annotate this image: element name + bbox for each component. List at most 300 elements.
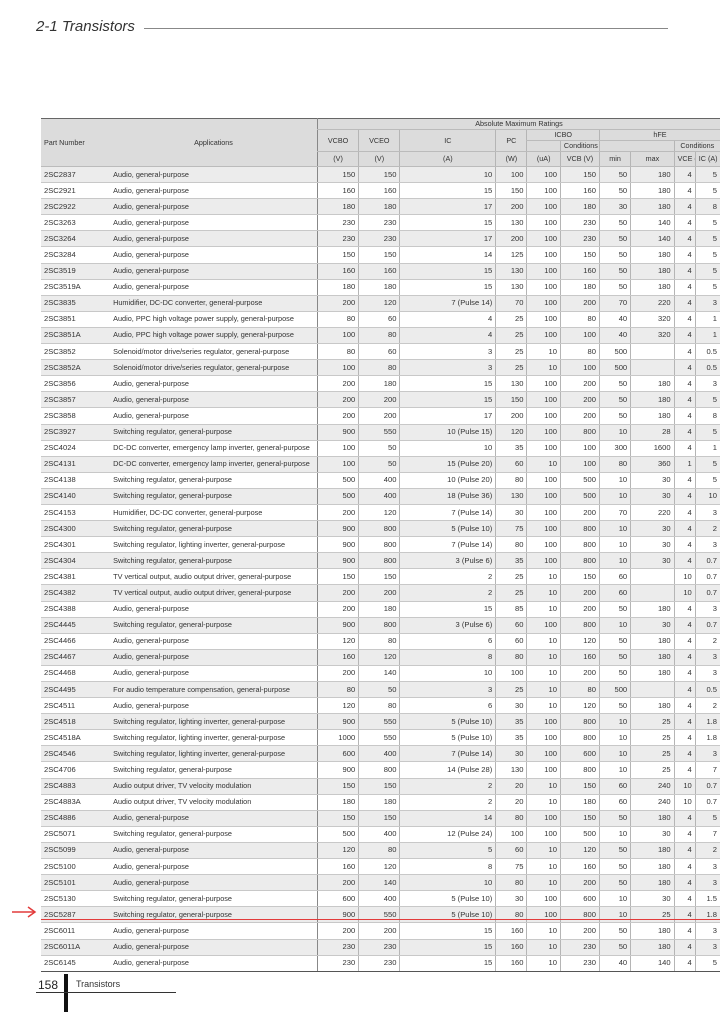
page-header xyxy=(36,18,676,38)
table-header xyxy=(41,119,720,167)
cell-application: Solenoid/motor drive/series regulator, general-purpose xyxy=(110,360,317,376)
cell-icbo: 10 xyxy=(527,859,560,875)
cell-vceo: 140 xyxy=(359,665,400,681)
cell-vcbo: 900 xyxy=(317,553,358,569)
cell-hfe-max: 180 xyxy=(631,633,674,649)
hfe-header: hFE xyxy=(599,130,720,141)
cell-vce: 4 xyxy=(674,408,695,424)
cell-vceo: 800 xyxy=(359,553,400,569)
table-row xyxy=(41,762,720,778)
cell-hfe-min: 10 xyxy=(599,746,630,762)
cell-vcb: 200 xyxy=(560,923,599,939)
cell-ic: 15 xyxy=(400,376,496,392)
cell-pc: 35 xyxy=(496,553,527,569)
cell-ic-cond: 1 xyxy=(695,440,720,456)
cell-vcb: 800 xyxy=(560,553,599,569)
cell-ic: 3 (Pulse 6) xyxy=(400,553,496,569)
cell-vce: 4 xyxy=(674,617,695,633)
cell-vcb: 800 xyxy=(560,907,599,923)
cell-vcb: 160 xyxy=(560,859,599,875)
cell-part-number: 2SC3264 xyxy=(41,231,110,247)
cell-vceo: 800 xyxy=(359,617,400,633)
cell-part-number: 2SC4382 xyxy=(41,585,110,601)
cell-vcbo: 180 xyxy=(317,199,358,215)
cell-pc: 35 xyxy=(496,714,527,730)
cell-vcb: 120 xyxy=(560,842,599,858)
table-row xyxy=(41,344,720,360)
cell-vce: 10 xyxy=(674,569,695,585)
cell-vceo: 400 xyxy=(359,472,400,488)
cell-hfe-min: 50 xyxy=(599,665,630,681)
cell-pc: 150 xyxy=(496,183,527,199)
cell-vcb: 150 xyxy=(560,247,599,263)
cell-ic: 6 xyxy=(400,698,496,714)
cell-vcbo: 900 xyxy=(317,714,358,730)
cell-ic-cond: 3 xyxy=(695,649,720,665)
cell-hfe-min: 10 xyxy=(599,714,630,730)
cell-hfe-min: 70 xyxy=(599,295,630,311)
cell-ic-cond: 1.5 xyxy=(695,891,720,907)
cell-vceo: 120 xyxy=(359,649,400,665)
cell-pc: 30 xyxy=(496,504,527,520)
cell-ic-cond: 5 xyxy=(695,183,720,199)
cell-vceo: 140 xyxy=(359,875,400,891)
cell-vcb: 500 xyxy=(560,488,599,504)
cell-icbo: 100 xyxy=(527,504,560,520)
cell-ic-cond: 0.5 xyxy=(695,344,720,360)
cell-ic-cond: 0.5 xyxy=(695,682,720,698)
cell-vcb: 600 xyxy=(560,891,599,907)
cell-vceo: 50 xyxy=(359,456,400,472)
cell-vcb: 200 xyxy=(560,376,599,392)
cell-pc: 30 xyxy=(496,891,527,907)
cell-vce: 4 xyxy=(674,231,695,247)
cell-ic: 18 (Pulse 36) xyxy=(400,488,496,504)
cell-vceo: 160 xyxy=(359,183,400,199)
cell-vce: 4 xyxy=(674,440,695,456)
cell-vce: 4 xyxy=(674,392,695,408)
cell-icbo: 100 xyxy=(527,247,560,263)
cell-vceo: 550 xyxy=(359,714,400,730)
cell-vcb: 500 xyxy=(560,826,599,842)
cell-pc: 130 xyxy=(496,762,527,778)
cell-application: Audio, general-purpose xyxy=(110,939,317,955)
cell-hfe-min: 10 xyxy=(599,488,630,504)
cell-vce: 4 xyxy=(674,488,695,504)
cell-icbo: 100 xyxy=(527,891,560,907)
cell-icbo: 100 xyxy=(527,440,560,456)
cell-pc: 30 xyxy=(496,698,527,714)
cell-hfe-max: 220 xyxy=(631,504,674,520)
cell-icbo: 10 xyxy=(527,344,560,360)
cell-vcbo: 200 xyxy=(317,923,358,939)
cell-hfe-max: 180 xyxy=(631,939,674,955)
cell-vceo: 80 xyxy=(359,633,400,649)
cell-ic-cond: 5 xyxy=(695,247,720,263)
cell-hfe-max: 180 xyxy=(631,183,674,199)
cell-icbo: 10 xyxy=(527,456,560,472)
cell-vcbo: 150 xyxy=(317,167,358,183)
cell-vcbo: 160 xyxy=(317,649,358,665)
cell-part-number: 2SC4883A xyxy=(41,794,110,810)
cell-ic-cond: 3 xyxy=(695,665,720,681)
cell-icbo: 100 xyxy=(527,183,560,199)
cell-application: Audio, general-purpose xyxy=(110,633,317,649)
cell-part-number: 2SC6145 xyxy=(41,955,110,971)
cell-pc: 130 xyxy=(496,488,527,504)
cell-vcb: 200 xyxy=(560,875,599,891)
cell-application: Audio, general-purpose xyxy=(110,247,317,263)
cell-hfe-min: 50 xyxy=(599,215,630,231)
cell-ic-cond: 7 xyxy=(695,762,720,778)
table-row xyxy=(41,440,720,456)
cell-hfe-max: 1600 xyxy=(631,440,674,456)
cell-hfe-max: 180 xyxy=(631,601,674,617)
cell-ic-cond: 1 xyxy=(695,327,720,343)
cell-vcbo: 80 xyxy=(317,311,358,327)
cell-ic: 10 xyxy=(400,440,496,456)
table-row xyxy=(41,923,720,939)
cell-vcbo: 500 xyxy=(317,826,358,842)
cell-vceo: 180 xyxy=(359,376,400,392)
cell-hfe-max xyxy=(631,569,674,585)
cell-ic: 14 xyxy=(400,810,496,826)
cell-vceo: 400 xyxy=(359,488,400,504)
cell-application: Switching regulator, general-purpose xyxy=(110,826,317,842)
cell-pc: 25 xyxy=(496,327,527,343)
cell-vcbo: 120 xyxy=(317,698,358,714)
cell-hfe-min: 50 xyxy=(599,279,630,295)
cell-vceo: 180 xyxy=(359,279,400,295)
table-row xyxy=(41,263,720,279)
col-vcbo: VCBO xyxy=(317,130,358,152)
cell-application: Humidifier, DC-DC converter, general-purpose xyxy=(110,504,317,520)
cell-icbo: 100 xyxy=(527,279,560,295)
cell-hfe-min: 60 xyxy=(599,569,630,585)
cell-hfe-max: 140 xyxy=(631,955,674,971)
cell-vce: 4 xyxy=(674,939,695,955)
cell-part-number: 2SC3858 xyxy=(41,408,110,424)
cell-pc: 200 xyxy=(496,408,527,424)
cell-hfe-min: 50 xyxy=(599,859,630,875)
unit-vceo: (V) xyxy=(359,152,400,167)
cell-vceo: 120 xyxy=(359,504,400,520)
cell-hfe-max: 30 xyxy=(631,553,674,569)
cell-vceo: 80 xyxy=(359,698,400,714)
cell-ic-cond: 5 xyxy=(695,472,720,488)
cell-hfe-max: 180 xyxy=(631,376,674,392)
cell-vcbo: 900 xyxy=(317,907,358,923)
cell-pc: 30 xyxy=(496,746,527,762)
cell-icbo: 100 xyxy=(527,730,560,746)
cell-icbo: 100 xyxy=(527,746,560,762)
cell-vce: 4 xyxy=(674,682,695,698)
cell-vce: 4 xyxy=(674,891,695,907)
col-ic-cond xyxy=(695,152,720,167)
cell-application: Audio, general-purpose xyxy=(110,167,317,183)
cell-vcb: 230 xyxy=(560,215,599,231)
cell-ic: 15 xyxy=(400,923,496,939)
cell-pc: 150 xyxy=(496,392,527,408)
cell-ic-cond: 2 xyxy=(695,842,720,858)
cell-vceo: 200 xyxy=(359,585,400,601)
cell-part-number: 2SC4153 xyxy=(41,504,110,520)
cell-pc: 130 xyxy=(496,279,527,295)
cell-vceo: 120 xyxy=(359,859,400,875)
cell-vce: 4 xyxy=(674,923,695,939)
table-row xyxy=(41,504,720,520)
cell-pc: 25 xyxy=(496,344,527,360)
vce-label: VCE xyxy=(677,154,693,163)
cell-application: Audio, general-purpose xyxy=(110,649,317,665)
cell-hfe-min: 10 xyxy=(599,762,630,778)
cell-vce: 4 xyxy=(674,859,695,875)
cell-hfe-min: 50 xyxy=(599,939,630,955)
cell-application: Audio, general-purpose xyxy=(110,392,317,408)
cell-vce: 4 xyxy=(674,633,695,649)
cell-hfe-max: 180 xyxy=(631,408,674,424)
highlight-line xyxy=(41,919,720,920)
col-application: Applications xyxy=(110,119,317,167)
cell-application: Audio, general-purpose xyxy=(110,842,317,858)
cell-vcb: 180 xyxy=(560,794,599,810)
cell-vcb: 120 xyxy=(560,698,599,714)
cell-hfe-min: 40 xyxy=(599,955,630,971)
cell-pc: 120 xyxy=(496,424,527,440)
cell-ic-cond: 3 xyxy=(695,875,720,891)
cell-ic: 14 (Pulse 28) xyxy=(400,762,496,778)
cell-pc: 20 xyxy=(496,778,527,794)
cell-ic-cond: 1 xyxy=(695,311,720,327)
cell-hfe-min: 50 xyxy=(599,408,630,424)
cell-ic: 7 (Pulse 14) xyxy=(400,504,496,520)
cell-vce: 4 xyxy=(674,698,695,714)
cell-ic: 3 xyxy=(400,360,496,376)
cell-hfe-max: 320 xyxy=(631,311,674,327)
cell-part-number: 2SC4495 xyxy=(41,682,110,698)
cell-pc: 25 xyxy=(496,311,527,327)
footer-section: Transistors xyxy=(76,979,121,989)
cell-pc: 80 xyxy=(496,537,527,553)
cell-vcb: 600 xyxy=(560,746,599,762)
cell-hfe-min: 60 xyxy=(599,778,630,794)
cell-vce: 4 xyxy=(674,601,695,617)
cell-vcb: 230 xyxy=(560,939,599,955)
cell-vcbo: 180 xyxy=(317,279,358,295)
cell-pc: 80 xyxy=(496,472,527,488)
cell-vceo: 180 xyxy=(359,601,400,617)
cell-ic: 5 (Pulse 10) xyxy=(400,907,496,923)
cell-ic: 7 (Pulse 14) xyxy=(400,537,496,553)
cell-ic: 8 xyxy=(400,649,496,665)
cell-application: Switching regulator, general-purpose xyxy=(110,472,317,488)
cell-vce: 4 xyxy=(674,842,695,858)
icbo-conditions: Conditions xyxy=(560,141,599,152)
cell-ic: 14 xyxy=(400,247,496,263)
table-row xyxy=(41,617,720,633)
cell-vcbo: 120 xyxy=(317,842,358,858)
cell-ic: 2 xyxy=(400,778,496,794)
cell-application: Audio, general-purpose xyxy=(110,199,317,215)
table-row xyxy=(41,472,720,488)
cell-application: Audio, general-purpose xyxy=(110,215,317,231)
cell-pc: 80 xyxy=(496,810,527,826)
cell-ic-cond: 3 xyxy=(695,859,720,875)
cell-vcb: 800 xyxy=(560,730,599,746)
cell-icbo: 100 xyxy=(527,199,560,215)
cell-vce: 4 xyxy=(674,279,695,295)
cell-vcbo: 900 xyxy=(317,762,358,778)
cell-ic-cond: 5 xyxy=(695,955,720,971)
cell-vceo: 150 xyxy=(359,247,400,263)
cell-ic-cond: 5 xyxy=(695,456,720,472)
cell-vceo: 200 xyxy=(359,392,400,408)
cell-vce: 4 xyxy=(674,521,695,537)
cell-pc: 80 xyxy=(496,875,527,891)
cell-vce: 4 xyxy=(674,424,695,440)
icbo-header: ICBO xyxy=(527,130,599,141)
cell-icbo: 10 xyxy=(527,682,560,698)
cell-vcb: 160 xyxy=(560,649,599,665)
cell-vcbo: 900 xyxy=(317,424,358,440)
cell-vceo: 230 xyxy=(359,231,400,247)
cell-vcbo: 160 xyxy=(317,183,358,199)
cell-hfe-max: 180 xyxy=(631,810,674,826)
cell-application: Audio, general-purpose xyxy=(110,955,317,971)
cell-vcb: 800 xyxy=(560,424,599,440)
table-row xyxy=(41,215,720,231)
cell-part-number: 2SC5099 xyxy=(41,842,110,858)
cell-icbo: 10 xyxy=(527,875,560,891)
cell-part-number: 2SC6011 xyxy=(41,923,110,939)
cell-hfe-min: 60 xyxy=(599,585,630,601)
cell-hfe-min: 10 xyxy=(599,907,630,923)
cell-ic: 15 xyxy=(400,279,496,295)
page-footer xyxy=(36,974,176,1012)
cell-vce: 4 xyxy=(674,327,695,343)
cell-vce: 4 xyxy=(674,263,695,279)
cell-vcbo: 200 xyxy=(317,408,358,424)
cell-ic: 15 xyxy=(400,601,496,617)
icbo-spacer xyxy=(527,141,560,152)
cell-icbo: 100 xyxy=(527,488,560,504)
ic-cond-label: IC xyxy=(698,154,706,163)
cell-ic-cond: 0.7 xyxy=(695,778,720,794)
table-row xyxy=(41,553,720,569)
cell-ic-cond: 5 xyxy=(695,279,720,295)
cell-vceo: 200 xyxy=(359,408,400,424)
table-row xyxy=(41,682,720,698)
cell-part-number: 2SC4546 xyxy=(41,746,110,762)
col-hfe-min: min xyxy=(599,152,630,167)
unit-ic: (A) xyxy=(400,152,496,167)
right-arrow-icon xyxy=(12,906,38,918)
cell-hfe-max xyxy=(631,682,674,698)
cell-icbo: 100 xyxy=(527,376,560,392)
cell-vce: 4 xyxy=(674,537,695,553)
cell-vcb: 200 xyxy=(560,601,599,617)
cell-pc: 60 xyxy=(496,617,527,633)
cell-vcb: 100 xyxy=(560,360,599,376)
cell-hfe-min: 50 xyxy=(599,649,630,665)
cell-icbo: 100 xyxy=(527,537,560,553)
cell-hfe-max: 180 xyxy=(631,247,674,263)
cell-pc: 100 xyxy=(496,826,527,842)
cell-vcbo: 120 xyxy=(317,633,358,649)
cell-vcb: 180 xyxy=(560,199,599,215)
table-row xyxy=(41,537,720,553)
cell-vce: 4 xyxy=(674,875,695,891)
cell-ic-cond: 2 xyxy=(695,633,720,649)
cell-part-number: 2SC3284 xyxy=(41,247,110,263)
cell-part-number: 2SC4301 xyxy=(41,537,110,553)
cell-vceo: 230 xyxy=(359,215,400,231)
cell-vce: 4 xyxy=(674,649,695,665)
cell-hfe-max: 180 xyxy=(631,263,674,279)
cell-part-number: 2SC4131 xyxy=(41,456,110,472)
cell-ic-cond: 0.7 xyxy=(695,585,720,601)
cell-vce: 4 xyxy=(674,311,695,327)
cell-icbo: 10 xyxy=(527,601,560,617)
cell-vce: 4 xyxy=(674,472,695,488)
cell-icbo: 10 xyxy=(527,842,560,858)
cell-part-number: 2SC4518 xyxy=(41,714,110,730)
cell-pc: 130 xyxy=(496,376,527,392)
cell-vcb: 800 xyxy=(560,617,599,633)
cell-icbo: 100 xyxy=(527,311,560,327)
cell-vceo: 550 xyxy=(359,907,400,923)
cell-vceo: 50 xyxy=(359,682,400,698)
cell-vce: 4 xyxy=(674,215,695,231)
cell-hfe-min: 500 xyxy=(599,360,630,376)
cell-application: Audio output driver, TV velocity modulation xyxy=(110,794,317,810)
cell-ic: 4 xyxy=(400,311,496,327)
cell-ic-cond: 10 xyxy=(695,488,720,504)
cell-ic-cond: 0.7 xyxy=(695,794,720,810)
cell-icbo: 100 xyxy=(527,231,560,247)
cell-vcb: 200 xyxy=(560,392,599,408)
cell-icbo: 10 xyxy=(527,649,560,665)
cell-vceo: 180 xyxy=(359,794,400,810)
cell-hfe-min: 10 xyxy=(599,424,630,440)
cell-ic-cond: 1.8 xyxy=(695,714,720,730)
cell-part-number: 2SC4140 xyxy=(41,488,110,504)
cell-ic: 3 (Pulse 6) xyxy=(400,617,496,633)
cell-hfe-min: 10 xyxy=(599,537,630,553)
cell-vcb: 800 xyxy=(560,714,599,730)
cell-ic-cond: 3 xyxy=(695,504,720,520)
cell-vcb: 500 xyxy=(560,472,599,488)
cell-vcbo: 200 xyxy=(317,585,358,601)
cell-part-number: 2SC5130 xyxy=(41,891,110,907)
cell-pc: 25 xyxy=(496,682,527,698)
cell-icbo: 100 xyxy=(527,327,560,343)
cell-vce: 4 xyxy=(674,167,695,183)
cell-icbo: 100 xyxy=(527,215,560,231)
cell-vcb: 200 xyxy=(560,504,599,520)
cell-ic: 17 xyxy=(400,231,496,247)
table-row xyxy=(41,939,720,955)
hfe-conditions: Conditions xyxy=(674,141,720,152)
cell-application: Audio, PPC high voltage power supply, general-purpose xyxy=(110,311,317,327)
cell-icbo: 100 xyxy=(527,714,560,730)
cell-ic: 15 xyxy=(400,263,496,279)
cell-part-number: 2SC4468 xyxy=(41,665,110,681)
cell-application: Solenoid/motor drive/series regulator, general-purpose xyxy=(110,344,317,360)
cell-ic-cond: 8 xyxy=(695,408,720,424)
cell-ic-cond: 1.8 xyxy=(695,907,720,923)
cell-ic: 15 xyxy=(400,939,496,955)
